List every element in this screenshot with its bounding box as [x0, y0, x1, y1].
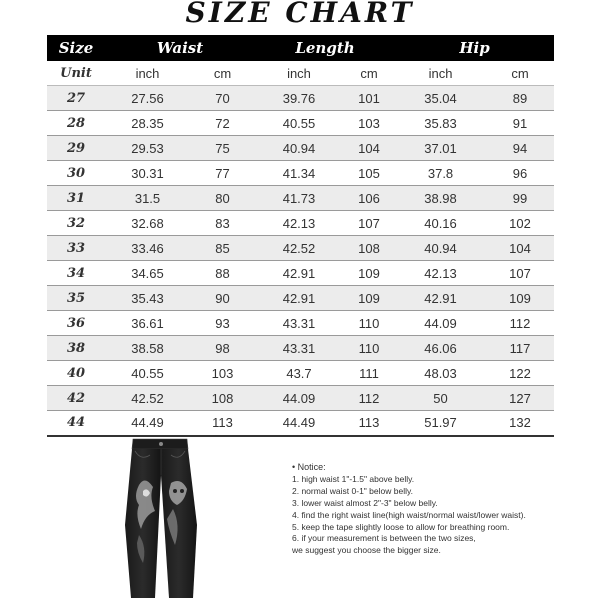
table-row — [47, 336, 554, 361]
measure-cell: 102 — [486, 211, 554, 236]
measure-cell: 51.97 — [395, 411, 486, 436]
measure-cell: 132 — [486, 411, 554, 436]
size-cell: 40 — [47, 361, 105, 386]
measure-cell: 109 — [486, 286, 554, 311]
size-cell: 44 — [47, 411, 105, 436]
measure-cell: 42.91 — [255, 261, 343, 286]
measure-cell: 37.01 — [395, 136, 486, 161]
measure-cell: 112 — [486, 311, 554, 336]
measure-cell: 103 — [343, 111, 395, 136]
measure-cell: 104 — [343, 136, 395, 161]
measure-cell: 40.94 — [255, 136, 343, 161]
measure-cell: 108 — [343, 236, 395, 261]
measure-cell: 42.13 — [395, 261, 486, 286]
measure-cell: 44.09 — [395, 311, 486, 336]
table-row — [47, 361, 554, 386]
measure-cell: 70 — [190, 86, 255, 111]
measure-cell: 113 — [190, 411, 255, 436]
size-cell: 38 — [47, 336, 105, 361]
unit-cell: cm — [190, 61, 255, 86]
measure-cell: 40.94 — [395, 236, 486, 261]
measure-cell: 40.55 — [255, 111, 343, 136]
size-cell: 29 — [47, 136, 105, 161]
size-cell: 28 — [47, 111, 105, 136]
measure-cell: 29.53 — [105, 136, 190, 161]
measure-cell: 127 — [486, 386, 554, 411]
measure-cell: 110 — [343, 336, 395, 361]
header-size: Size — [47, 35, 105, 61]
measure-cell: 42.91 — [395, 286, 486, 311]
notice-line: we suggest you choose the bigger size. — [292, 545, 441, 556]
size-cell: 42 — [47, 386, 105, 411]
measure-cell: 112 — [343, 386, 395, 411]
measure-cell: 50 — [395, 386, 486, 411]
measure-cell: 39.76 — [255, 86, 343, 111]
header-waist: Waist — [105, 35, 255, 61]
table-row — [47, 311, 554, 336]
measure-cell: 37.8 — [395, 161, 486, 186]
measure-cell: 48.03 — [395, 361, 486, 386]
unit-cell: cm — [343, 61, 395, 86]
measure-cell: 35.43 — [105, 286, 190, 311]
measure-cell: 44.49 — [105, 411, 190, 436]
measure-cell: 107 — [486, 261, 554, 286]
measure-cell: 42.91 — [255, 286, 343, 311]
measure-cell: 98 — [190, 336, 255, 361]
measure-cell: 109 — [343, 261, 395, 286]
measure-cell: 104 — [486, 236, 554, 261]
measure-cell: 32.68 — [105, 211, 190, 236]
measure-cell: 40.16 — [395, 211, 486, 236]
measure-cell: 72 — [190, 111, 255, 136]
measure-cell: 43.31 — [255, 311, 343, 336]
measure-cell: 106 — [343, 186, 395, 211]
measure-cell: 101 — [343, 86, 395, 111]
measure-cell: 77 — [190, 161, 255, 186]
measure-cell: 27.56 — [105, 86, 190, 111]
measure-cell: 38.58 — [105, 336, 190, 361]
measure-cell: 122 — [486, 361, 554, 386]
measure-cell: 111 — [343, 361, 395, 386]
table-row — [47, 136, 554, 161]
table-row — [47, 211, 554, 236]
measure-cell: 41.34 — [255, 161, 343, 186]
measure-cell: 35.83 — [395, 111, 486, 136]
unit-cell: inch — [395, 61, 486, 86]
measure-cell: 75 — [190, 136, 255, 161]
table-row — [47, 386, 554, 411]
table-row — [47, 411, 554, 436]
measure-cell: 31.5 — [105, 186, 190, 211]
size-cell: 31 — [47, 186, 105, 211]
measure-cell: 96 — [486, 161, 554, 186]
measure-cell: 107 — [343, 211, 395, 236]
measure-cell: 42.52 — [105, 386, 190, 411]
unit-cell: inch — [105, 61, 190, 86]
table-row — [47, 236, 554, 261]
measure-cell: 113 — [343, 411, 395, 436]
unit-cell: cm — [486, 61, 554, 86]
table-row — [47, 111, 554, 136]
unit-cell: inch — [255, 61, 343, 86]
size-cell: 35 — [47, 286, 105, 311]
measure-cell: 110 — [343, 311, 395, 336]
table-row — [47, 261, 554, 286]
measure-cell: 83 — [190, 211, 255, 236]
table-header-row — [47, 35, 554, 61]
size-chart-table — [47, 35, 554, 437]
measure-cell: 46.06 — [395, 336, 486, 361]
measure-cell: 88 — [190, 261, 255, 286]
measure-cell: 91 — [486, 111, 554, 136]
measure-cell: 44.09 — [255, 386, 343, 411]
measure-cell: 38.98 — [395, 186, 486, 211]
measure-cell: 30.31 — [105, 161, 190, 186]
notice-box — [292, 462, 592, 557]
size-cell: 32 — [47, 211, 105, 236]
measure-cell: 99 — [486, 186, 554, 211]
table-row — [47, 86, 554, 111]
jeans-icon — [95, 435, 255, 600]
measure-cell: 42.52 — [255, 236, 343, 261]
measure-cell: 28.35 — [105, 111, 190, 136]
unit-row — [47, 61, 554, 86]
table-row — [47, 186, 554, 211]
measure-cell: 35.04 — [395, 86, 486, 111]
notice-line: 5. keep the tape slightly loose to allow for breathing room. — [292, 521, 510, 532]
notice-line: 4. find the right waist line(high waist/normal waist/lower waist). — [292, 509, 526, 520]
table-row — [47, 161, 554, 186]
measure-cell: 80 — [190, 186, 255, 211]
measure-cell: 85 — [190, 236, 255, 261]
header-length: Length — [255, 35, 395, 61]
measure-cell: 44.49 — [255, 411, 343, 436]
size-cell: 33 — [47, 236, 105, 261]
measure-cell: 109 — [343, 286, 395, 311]
measure-cell: 117 — [486, 336, 554, 361]
measure-cell: 40.55 — [105, 361, 190, 386]
measure-cell: 42.13 — [255, 211, 343, 236]
measure-cell: 90 — [190, 286, 255, 311]
size-cell: 34 — [47, 261, 105, 286]
notice-line: 1. high waist 1"-1.5" above belly. — [292, 473, 415, 484]
measure-cell: 36.61 — [105, 311, 190, 336]
measure-cell: 43.31 — [255, 336, 343, 361]
page-title: SIZE CHART — [185, 0, 415, 29]
notice-heading: • Notice: — [292, 462, 326, 472]
measure-cell: 33.46 — [105, 236, 190, 261]
measure-cell: 105 — [343, 161, 395, 186]
measure-cell: 89 — [486, 86, 554, 111]
size-cell: 36 — [47, 311, 105, 336]
measure-cell: 34.65 — [105, 261, 190, 286]
measure-cell: 93 — [190, 311, 255, 336]
size-cell: 30 — [47, 161, 105, 186]
notice-line: 3. lower waist almost 2"-3" below belly. — [292, 497, 438, 508]
measure-cell: 43.7 — [255, 361, 343, 386]
table-row — [47, 286, 554, 311]
notice-line: 2. normal waist 0-1" below belly. — [292, 485, 413, 496]
measure-cell: 94 — [486, 136, 554, 161]
unit-label: Unit — [47, 61, 105, 86]
measure-cell: 41.73 — [255, 186, 343, 211]
measure-cell: 108 — [190, 386, 255, 411]
header-hip: Hip — [395, 35, 554, 61]
notice-line: 6. if your measurement is between the two sizes, — [292, 533, 476, 544]
size-cell: 27 — [47, 86, 105, 111]
measure-cell: 103 — [190, 361, 255, 386]
